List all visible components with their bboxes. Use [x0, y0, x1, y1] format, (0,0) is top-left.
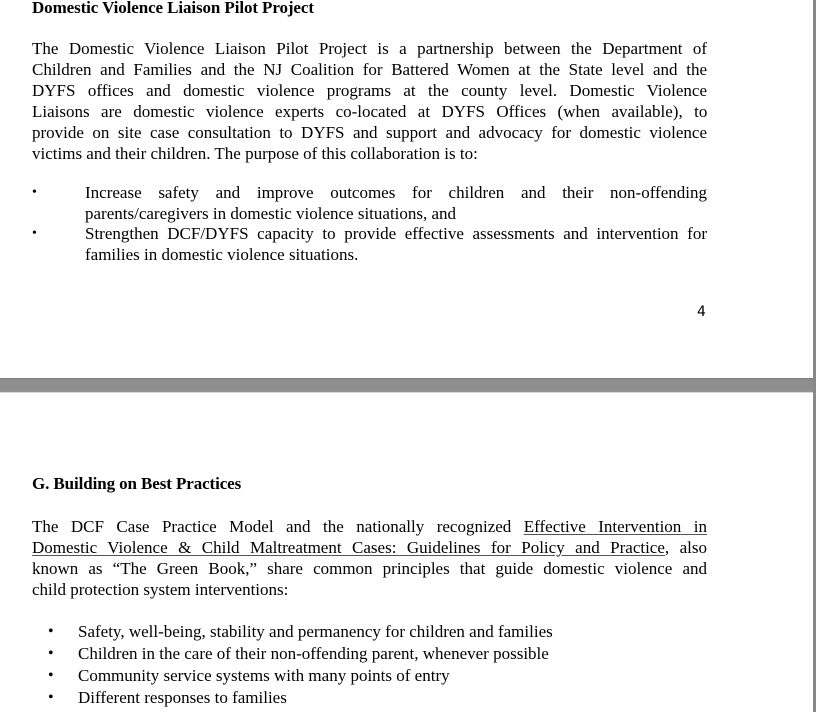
bullet-icon: • [32, 185, 37, 200]
list-item-line: parents/caregivers in domestic violence situations, and [85, 203, 457, 223]
paragraph-line [32, 537, 707, 558]
bullet-icon: • [32, 226, 37, 241]
list-item-text: Safety, well-being, stability and permanency for children and families [78, 622, 553, 641]
list-item-line: Increase safety and improve outcomes for children and their non-offending [85, 183, 707, 202]
list-item-text: Children in the care of their non-offending parent, whenever possible [78, 644, 549, 663]
list-item [48, 665, 553, 687]
list-item [32, 224, 707, 265]
principles-bullet-list [48, 621, 553, 709]
paragraph-text: The DCF Case Practice Model and the nationally recognized [32, 517, 524, 536]
bullet-icon: • [48, 689, 54, 706]
paragraph-line: Children and Families and the NJ Coalition for Battered Women at the State level and the [32, 60, 707, 79]
list-item [48, 643, 553, 665]
bullet-icon: • [48, 623, 54, 640]
dv-liaison-paragraph [32, 38, 707, 164]
paragraph-line: Liaisons are domestic violence experts co-located at DYFS Offices (when available), to [32, 102, 708, 121]
green-book-title-link-cont[interactable]: Domestic Violence & Child Maltreatment Cases: Guidelines for Policy and Practice [32, 538, 665, 557]
paragraph-line [32, 516, 707, 537]
list-item-text: Different responses to families [78, 688, 287, 707]
list-item-line: families in domestic violence situations. [85, 244, 359, 264]
section-heading-best-practices: G. Building on Best Practices [32, 474, 242, 493]
paragraph-line: provide on site case consultation to DYFS and support and advocacy for domestic violence [32, 123, 707, 142]
page-number: 4 [697, 304, 706, 320]
green-book-title-link[interactable]: Effective Intervention in [523, 517, 707, 536]
document-page-5 [0, 392, 813, 712]
bullet-icon: • [48, 645, 54, 662]
list-item-text: Community service systems with many points of entry [78, 666, 450, 685]
paragraph-line: The Domestic Violence Liaison Pilot Project is a partnership between the Department of [32, 39, 708, 58]
list-item [32, 183, 707, 224]
paragraph-text: , also [664, 538, 707, 557]
purpose-bullet-list [32, 183, 707, 265]
paragraph-line: known as “The Green Book,” share common principles that guide domestic violence and [32, 559, 707, 578]
paragraph-line: child protection system interventions: [32, 580, 289, 599]
best-practices-paragraph [32, 516, 707, 600]
list-item [48, 621, 553, 643]
bullet-icon: • [48, 667, 54, 684]
paragraph-line: victims and their children. The purpose of this collaboration is to: [32, 144, 478, 163]
page-separator [0, 378, 816, 392]
paragraph-line: DYFS offices and domestic violence programs at the county level. Domestic Violence [32, 81, 707, 100]
list-item-line: Strengthen DCF/DYFS capacity to provide effective assessments and intervention for [85, 224, 707, 243]
list-item [48, 687, 553, 709]
section-heading-dv-liaison: Domestic Violence Liaison Pilot Project [32, 0, 314, 17]
